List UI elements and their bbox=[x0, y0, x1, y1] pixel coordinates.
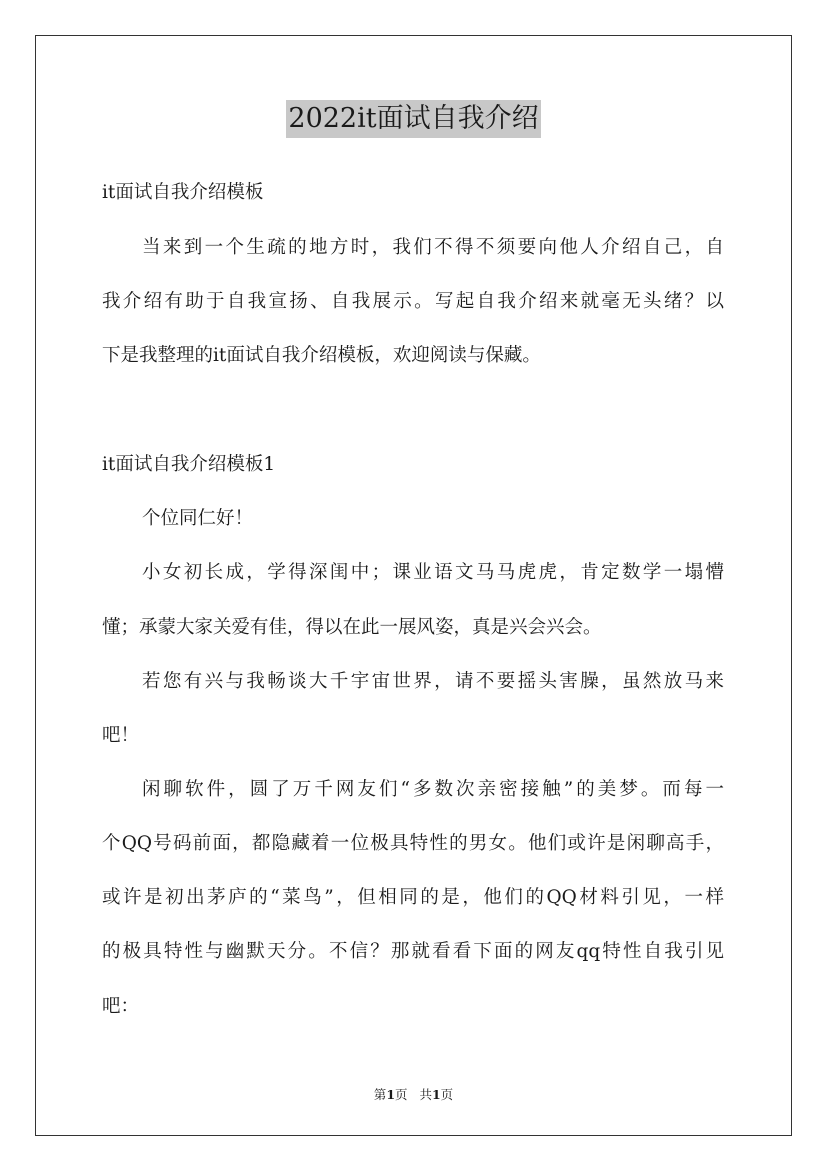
total-pages: 1 bbox=[431, 1087, 441, 1102]
paragraph-line: 或许是初出茅庐的“菜鸟”，但相同的是，他们的QQ材料引见，一样 bbox=[102, 887, 724, 908]
paragraph-line: 个QQ号码前面，都隐藏着一位极具特性的男女。他们或许是闲聊高手， bbox=[102, 833, 724, 854]
page-unit: 页 bbox=[395, 1087, 408, 1102]
document-title-wrap bbox=[0, 100, 827, 138]
paragraph-line: 吧！ bbox=[102, 725, 140, 746]
total-label: 共 bbox=[419, 1087, 432, 1102]
paragraph-line: 的极具特性与幽默天分。不信？那就看看下面的网友qq特性自我引见 bbox=[102, 941, 724, 962]
page-label: 第 bbox=[373, 1087, 387, 1102]
paragraph-line: 当来到一个生疏的地方时，我们不得不须要向他人介绍自己，自 bbox=[142, 237, 724, 258]
paragraph-line: 小女初长成，学得深闺中；课业语文马马虎虎，肯定数学一塌懵 bbox=[142, 562, 724, 583]
subtitle-line: it面试自我介绍模板 bbox=[102, 182, 264, 203]
paragraph-line: 下是我整理的it面试自我介绍模板，欢迎阅读与保藏。 bbox=[102, 345, 541, 366]
paragraph-line: 个位同仁好！ bbox=[142, 508, 254, 529]
page-footer bbox=[0, 1085, 827, 1103]
paragraph-line: 闲聊软件，圆了万千网友们“多数次亲密接触”的美梦。而每一 bbox=[142, 779, 724, 800]
document-title: 2022it面试自我介绍 bbox=[286, 100, 540, 138]
paragraph-line: 懂；承蒙大家关爱有佳，得以在此一展风姿，真是兴会兴会。 bbox=[102, 617, 602, 638]
paragraph-line: 若您有兴与我畅谈大千宇宙世界，请不要摇头害臊，虽然放马来 bbox=[142, 671, 724, 692]
paragraph-line: 我介绍有助于自我宣扬、自我展示。写起自我介绍来就毫无头绪？以 bbox=[102, 291, 724, 312]
page-number: 1 bbox=[386, 1087, 396, 1102]
section-heading: it面试自我介绍模板1 bbox=[102, 454, 276, 475]
total-unit: 页 bbox=[440, 1087, 454, 1102]
paragraph-line: 吧： bbox=[102, 996, 140, 1017]
